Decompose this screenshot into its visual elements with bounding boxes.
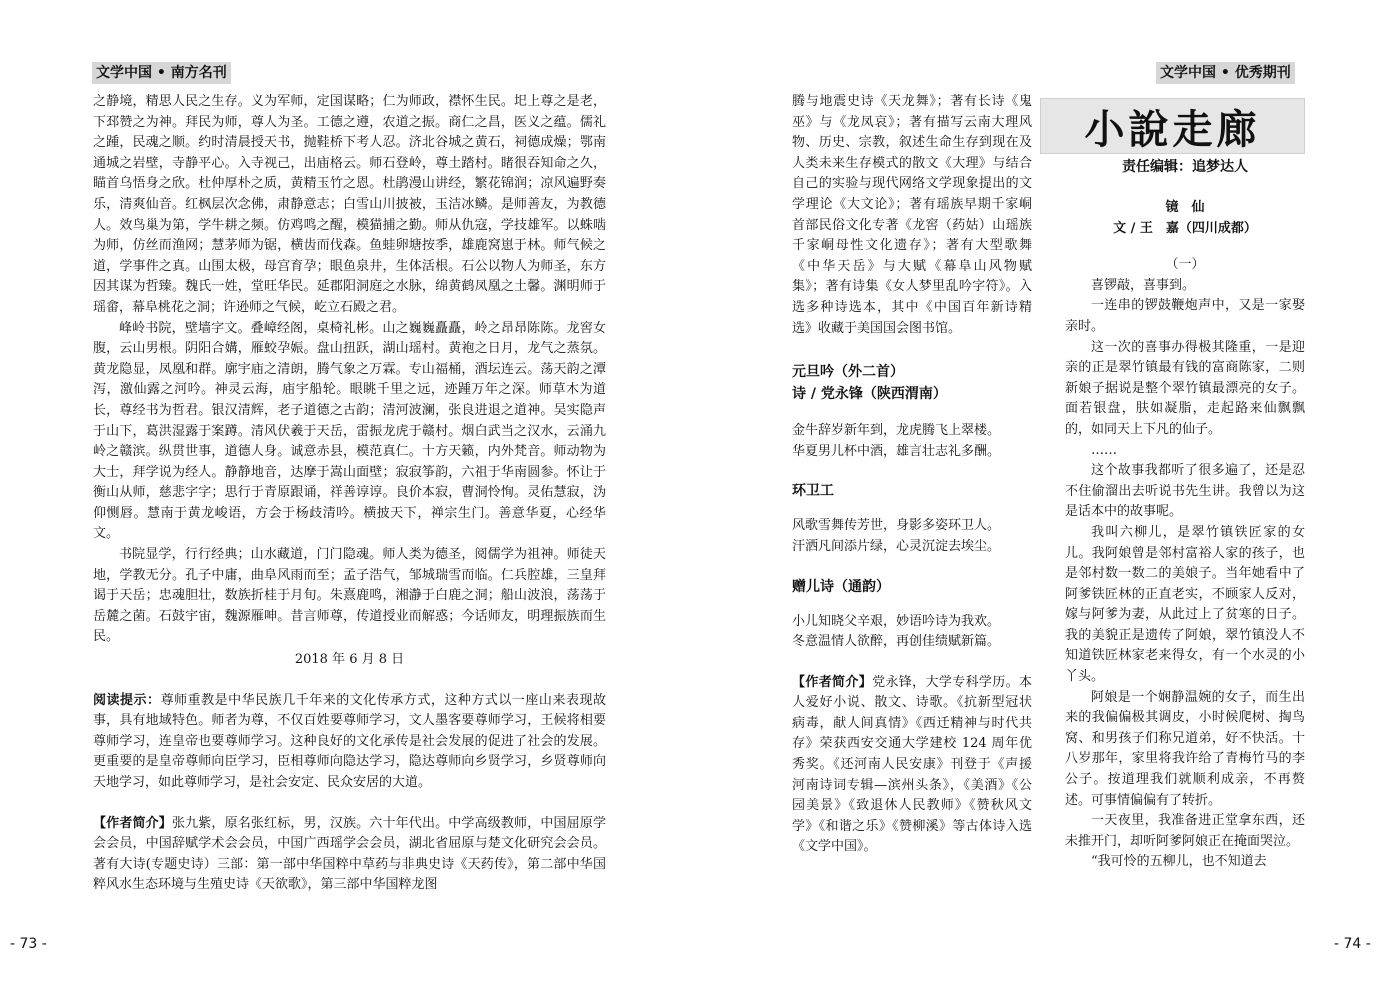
poem1-line-2: 华夏男儿杯中酒，雄言壮志礼多酬。 bbox=[792, 443, 1001, 459]
left-paragraph-1: 之静境，精思人民之生存。义为军师，定国谋略；仁为师政，襟怀生民。圯上尊之是老，下邳赞之为神。拜民为师，尊人为圣。工德之遵，农道之振。商仁之昌，医义之蕴。儒礼之踵，民魂之顺。约时清晨授天书，抛鞋桥下考人忍。济北谷城之黄石，祠德成燥；鄂南通城之岩壁，寺静平心。入寺视己，出庙格云。师石登岭，尊土踏村。睹很吞知命之久，瞄首乌悟身之欣。杜仲厚朴之质，黄精玉竹之恩。杜鹃漫山讲经，繁花锦润；凉风遍野奏乐，清爽仙音。红枫层次念佛，肃静意志；白雪山川披被，玉洁冰鳞。是师善友，为教德人。效鸟巢为第，学牛耕之频。仿鸡鸣之醒，模猫捕之勤。师从仇寇，学技雄军。以蛛啮为师，仿丝而渔网；慧茅师为锯，横齿而伐森。鱼蛙卵塘按季，雄鹿窝崽于林。师气候之道，学事件之真。山围太极，母宫育孕；眼鱼泉井，生体活根。石公以物人为师圣，东方因其谋为哲臻。魏氏一姓，堂旺华民。延郡阳洞庭之水脉，绵黄鹤凤凰之土馨。渊明师于瑶畲，幕阜桃花之洞；许逊师之气候，屹立石殿之君。 bbox=[93, 94, 606, 315]
left-running-head: 文学中国 • 南方名刊 bbox=[92, 62, 231, 84]
right-author-label: 【作者简介】 bbox=[792, 674, 873, 690]
left-article-column bbox=[93, 92, 606, 896]
poem3-title: 赠儿诗（通韵） bbox=[792, 578, 890, 595]
left-author-text: 张九紫，原名张红标，男，汉族。六十年代出。中学高级教师，中国屈原学会会员，中国辞赋学术会会员，中国广西瑶学会会员，湖北省屈原与楚文化研究会会员。著有大诗(专题史诗）三部：第一部中华国粹中草药与非典史诗《天药传》，第二部中华国粹风水生态环境与生殖史诗《天欲歌》，第三部中华国粹龙图 bbox=[93, 815, 606, 893]
right-running-head: 文学中国 • 优秀期刊 bbox=[1156, 62, 1295, 84]
reading-tip bbox=[93, 691, 606, 794]
story-ellipsis: …… bbox=[1091, 442, 1117, 458]
poem1-line-1: 金牛辞岁新年到，龙虎腾飞上翠楼。 bbox=[792, 423, 1001, 439]
poem2-line-2: 汗洒凡间添片绿，心灵沉淀去埃尘。 bbox=[792, 538, 1001, 554]
story-title: 镜 仙 bbox=[1165, 200, 1205, 215]
responsible-editor: 责任编辑：追梦达人 bbox=[1122, 159, 1248, 175]
left-author-bio bbox=[93, 814, 606, 896]
story-paragraph-2: 一连串的锣鼓鞭炮声中，又是一家娶亲时。 bbox=[1065, 298, 1305, 334]
left-author-label: 【作者简介】 bbox=[93, 815, 172, 831]
story-paragraph-7: 一天夜里，我准备进正堂拿东西，还未推开门，却听阿爹阿娘正在掩面哭泣。 bbox=[1065, 813, 1305, 849]
column-logo bbox=[1040, 98, 1305, 154]
poem-title: 元旦吟（外二首） bbox=[792, 364, 904, 381]
right-author-text: 党永锋，大学专科学历。本人爱好小说、散文、诗歌。《抗新型冠状病毒，献人间真情》《西迁精神与时代共存》荣获西安交通大学建校 124 周年优秀奖。《还河南人民安康》刊登于《声援河南诗词专辑—滨州头条》，《美酒》《公园美景》《致退休人民教师》《赞秋风文学》《和谐之乐》《赞柳溪》等古体诗入选《文学中国》。 bbox=[792, 674, 1032, 855]
poem3-line-1: 小儿知晓父辛艰，妙语吟诗为我欢。 bbox=[792, 613, 1001, 629]
poem2-line-1: 风歌雪舞传芳世，身影多姿环卫人。 bbox=[792, 518, 1001, 534]
column-logo-text: 小說走廊 bbox=[1084, 105, 1261, 153]
left-page-number: - 73 - bbox=[10, 936, 47, 952]
poem3-line-2: 冬意温情人欲醉，再创佳绩赋新篇。 bbox=[792, 634, 1001, 650]
story-chapter: （一） bbox=[1165, 257, 1205, 273]
continued-author-intro: 腾与地震史诗《天龙舞》；著有长诗《鬼巫》与《龙凤哀》；著有描写云南大理风物、历史、宗教，叙述生命生存到现在及人类未来生存模式的散文《大理》与结合自己的实验与现代网络文学现象提出的文学理论《大文论》；著有瑶族早期千家峒首部民俗文化专著《龙窖（药姑）山瑶族千家峒母性文化遗存》；著有大型歌舞《中华天岳》与大赋《幕阜山风物赋集》；著有诗集《女人梦里乱吟字符》。入选多种诗选本，其中《中国百年新诗精选》收藏于美国国会图书馆。 bbox=[792, 94, 1032, 336]
story-paragraph-4: 这个故事我都听了很多遍了，还是忍不住偷溜出去听说书先生讲。我曾以为这是话本中的故事呢。 bbox=[1065, 463, 1305, 520]
left-paragraph-2: 峰岭书院，壁墙字文。叠嶂经阁，桌椅礼彬。山之巍巍矗矗，岭之昂昂陈陈。龙窖女腹，云山男根。阴阳合媾，雁蛟孕娠。盘山扭跃，湖山瑶村。黄袍之日月，龙气之蒸氛。黄龙隐显，凤凰和群。廓宇庙之清朗，腾气象之万霖。专山福桶，酒坛连云。荡天韵之潭泻，激仙露之河吟。神灵云海，庙宇船轮。眼眺千里之远，迹踵万年之深。师草木为道长，尊经书为哲君。银汉清辉，老子道德之古韵；清河波澜，张良进退之道神。吴实隐声于山下，葛洪湿露于案蹲。清风伏羲于天岳，雷振龙虎于赣村。烟白武当之汉水，云涌九岭之赣滨。纵贯世事，道德人身。诚意赤县，模范真仁。十方天籁，内外梵音。师动物为大士，拜学说为经人。静静地音，达摩于嵩山面壁；寂寂筝韵，六祖于华南圆参。怀让于衡山从师，慈悲字字；思行于青原跟诵，祥善谆谆。良价本寂，曹洞怜恂。灵佑慧寂，沩仰恻唇。慧南于黄龙峻语，方会于杨歧清吟。横披天下，禅宗生门。善意华夏，心经华文。 bbox=[93, 320, 606, 542]
poem-byline: 诗 / 党永锋（陕西渭南） bbox=[792, 386, 947, 403]
story-paragraph-3: 这一次的喜事办得极其隆重，一是迎亲的正是翠竹镇最有钱的富商陈家，二则新娘子据说是整个翠竹镇最漂亮的女子。面若银盘，肤如凝脂，走起路来仙飘飘的，如同天上下凡的仙子。 bbox=[1065, 339, 1305, 437]
story-byline: 文 / 王 嘉（四川成都） bbox=[1113, 220, 1257, 236]
poem2-title: 环卫工 bbox=[792, 483, 834, 500]
story-column bbox=[1065, 156, 1305, 873]
story-paragraph-6: 阿娘是一个娴静温婉的女子，而生出来的我偏偏极其调皮，小时候爬树、掏鸟窝、和男孩子们称兄道弟，好不快活。十八岁那年，家里将我许给了青梅竹马的李公子。按道理我们就顺利成亲，不再赘述。可事情偏偏有了转折。 bbox=[1065, 689, 1305, 808]
right-left-column bbox=[792, 92, 1032, 858]
story-paragraph-5: 我叫六柳儿，是翠竹镇铁匠家的女儿。我阿娘曾是邻村富裕人家的孩子，也是邻村数一数二的美娘子。当年她看中了阿爹铁匠林的正直老实，不顾家人反对，嫁与阿爹为妻，从此过上了贫寒的日子。我的美貌正是遗传了阿娘，翠竹镇没人不知道铁匠林家老来得女，有一个水灵的小丫头。 bbox=[1065, 524, 1305, 685]
right-page-number: - 74 - bbox=[1334, 936, 1371, 952]
right-author-bio bbox=[792, 673, 1032, 858]
story-paragraph-1: 喜锣敲，喜事到。 bbox=[1091, 277, 1196, 293]
article-date: 2018 年 6 月 8 日 bbox=[294, 652, 405, 668]
reading-tip-label: 阅读提示： bbox=[93, 692, 161, 708]
reading-tip-text: 尊师重教是中华民族几千年来的文化传承方式，这种方式以一座山来表现故事，具有地域特色。师者为尊，不仅百姓要尊师学习，文人墨客要尊师学习，王候将相要尊师学习，连皇帝也要尊师学习。这种良好的文化承传是社会发展的促进了社会的发展。更重要的是皇帝尊师向臣学习，臣相尊师向隐达学习，隐达尊师向乡贤学习，乡贤尊师向天地学习，如此尊师学习，是社会安定、民众安居的大道。 bbox=[93, 692, 606, 790]
left-paragraph-3: 书院显学，行行经典；山水藏道，门门隐魂。师人类为德圣，阅儒学为祖神。师徒天地，学教无分。孔子中庸，曲阜风雨而至；孟子浩气，邹城瑞雪而临。仁兵腔雄，三皇拜谒于天岳；忠魂胆壮，数族折桂于月旬。朱熹鹿鸣，湘瀞于白鹿之洞；船山波浪，荡荡于岳麓之菌。石鼓宇宙，魏源雁呻。昔言师尊，传道授业而解惑；今话师友，明理振族而生民。 bbox=[93, 547, 606, 645]
story-paragraph-8: “我可怜的五柳儿，也不知道去 bbox=[1091, 854, 1267, 870]
